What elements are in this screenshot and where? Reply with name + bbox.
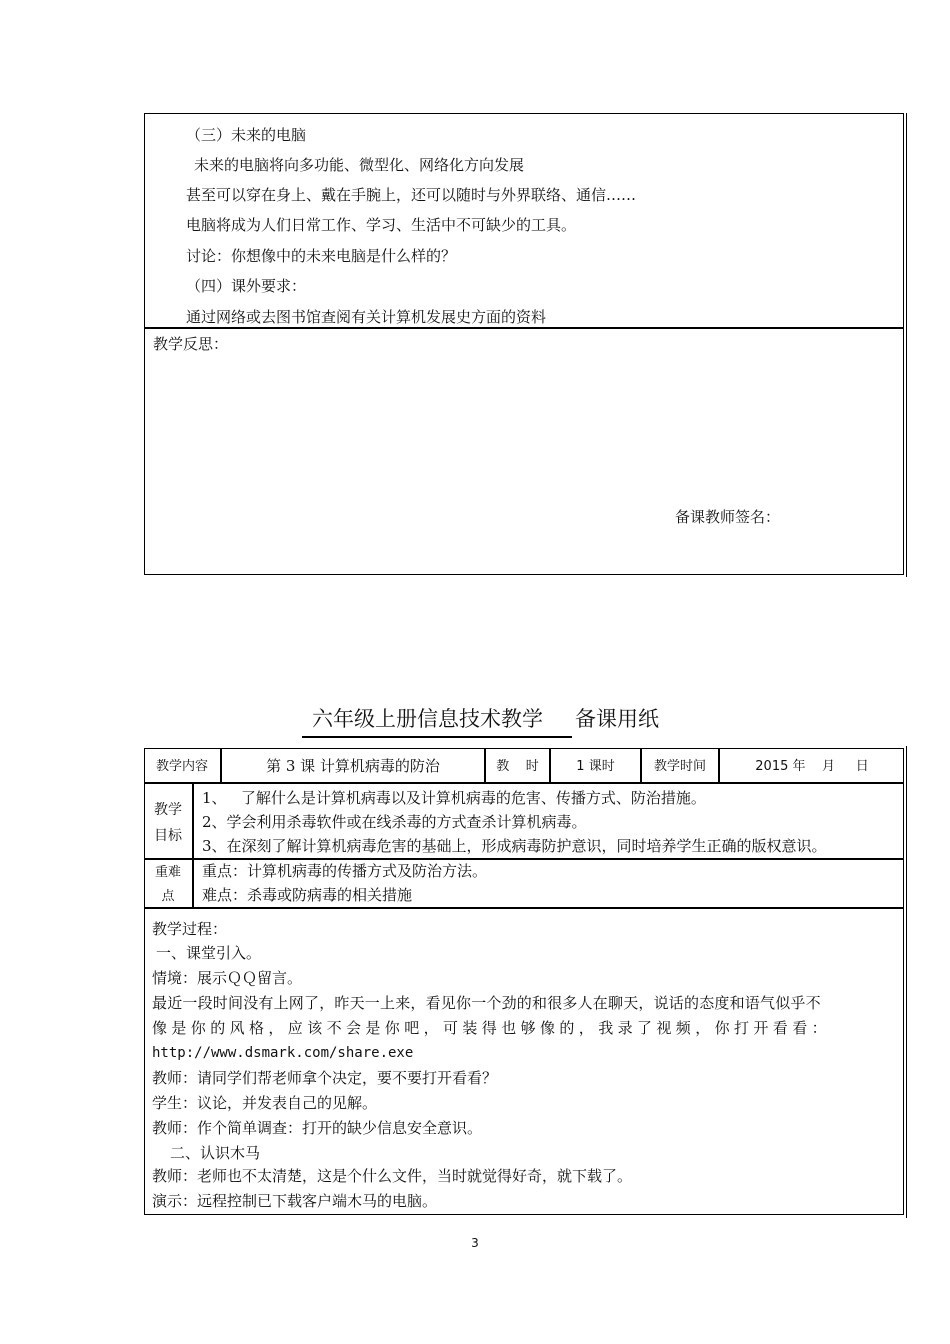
- process-line: 情境：展示ＱＱ留言。: [152, 969, 303, 987]
- process-line: 教师：请同学们帮老师拿个决定，要不要打开看看？: [152, 1069, 498, 1087]
- time-value: 2015 年 月 日: [755, 759, 869, 774]
- key-points-label: 重难: [154, 865, 181, 880]
- hours-label: 教 时: [496, 759, 539, 774]
- process-line: 教师：作个简单调查：打开的缺少信息安全意识。: [152, 1119, 483, 1137]
- homework-line: 通过网络或去图书馆查阅有关计算机发展史方面的资料: [186, 308, 547, 326]
- page-title-suffix: 备课用纸: [575, 707, 659, 731]
- goal-item: 3、在深刻了解计算机病毒危害的基础上，形成病毒防护意识，同时培养学生正确的版权意识。: [202, 837, 827, 855]
- reflection-label: 教学反思：: [153, 335, 229, 353]
- goals-label: 教学: [154, 802, 182, 818]
- process-line: 演示：远程控制已下载客户端木马的电脑。: [152, 1192, 438, 1210]
- key-points-label: 点: [161, 889, 175, 904]
- lesson-name: 第 3 课 计算机病毒的防治: [266, 757, 440, 775]
- top-table-divider: [144, 327, 904, 329]
- title-underline: [302, 736, 572, 738]
- goal-item: 2、学会利用杀毒软件或在线杀毒的方式查杀计算机病毒。: [202, 813, 587, 831]
- process-line: 学生：议论，并发表自己的见解。: [152, 1094, 378, 1112]
- row-divider: [144, 907, 904, 909]
- process-url: http://www.dsmark.com/share.exe: [152, 1045, 414, 1061]
- lesson-table-right-rule: [906, 746, 907, 1218]
- hours-value: 1 课时: [576, 759, 615, 774]
- future-computer-heading: （三）未来的电脑: [186, 126, 307, 144]
- future-computer-line: 电脑将成为人们日常工作、学习、生活中不可缺少的工具。: [186, 216, 577, 234]
- key-point-item: 重点：计算机病毒的传播方式及防治方法。: [202, 862, 488, 880]
- goal-item: 1、 了解什么是计算机病毒以及计算机病毒的危害、传播方式、防治措施。: [202, 789, 706, 807]
- page-number: 3: [471, 1236, 479, 1250]
- top-table: [144, 113, 904, 575]
- row-divider: [144, 782, 904, 784]
- row-divider: [144, 858, 904, 860]
- process-line: 一、课堂引入。: [156, 944, 262, 962]
- label-col-divider: [192, 782, 194, 908]
- discussion-line: 讨论：你想像中的未来电脑是什么样的？: [186, 247, 457, 265]
- process-line: 二、认识木马: [170, 1144, 261, 1162]
- homework-heading: （四）课外要求：: [186, 277, 307, 295]
- page-title-main: 六年级上册信息技术教学: [312, 707, 543, 731]
- goals-label: 目标: [154, 828, 182, 844]
- time-label: 教学时间: [653, 759, 706, 774]
- future-computer-line: 甚至可以穿在身上、戴在手腕上，还可以随时与外界联络、通信……: [186, 186, 637, 204]
- process-line: 像是你的风格，应该不会是你吧，可装得也够像的，我录了视频，你打开看看：: [152, 1019, 832, 1037]
- key-point-item: 难点：杀毒或防病毒的相关措施: [202, 886, 413, 904]
- signature-label: 备课教师签名：: [675, 508, 781, 526]
- top-table-right-rule: [906, 113, 907, 577]
- process-line: 教师：老师也不太清楚，这是个什么文件，当时就觉得好奇，就下载了。: [152, 1167, 633, 1185]
- process-line: 最近一段时间没有上网了，昨天一上来，看见你一个劲的和很多人在聊天，说话的态度和语气似乎不: [152, 994, 821, 1012]
- content-label: 教学内容: [155, 759, 208, 774]
- process-heading: 教学过程：: [152, 920, 228, 938]
- future-computer-line: 未来的电脑将向多功能、微型化、网络化方向发展: [194, 156, 525, 174]
